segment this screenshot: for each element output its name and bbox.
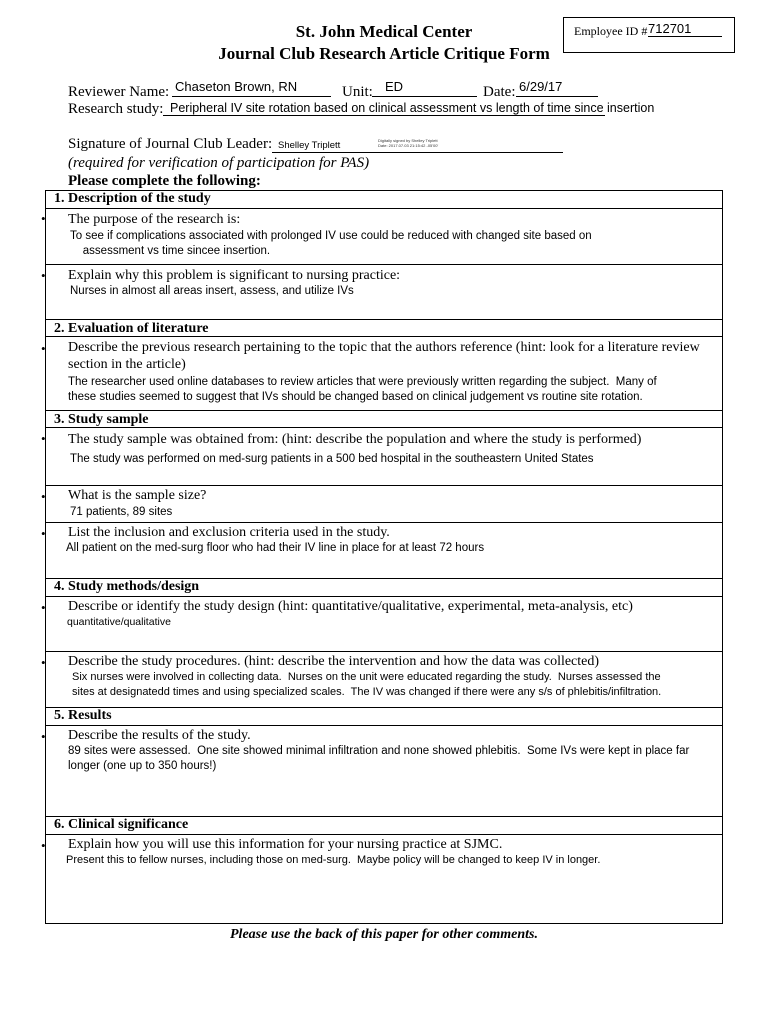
- signature-digital-note-1: Digitally signed by Shelley Triplett: [378, 138, 438, 143]
- section-1-question-1: The purpose of the research is:: [68, 212, 241, 227]
- section-5-title: 5. Results: [54, 708, 112, 723]
- divider: [46, 651, 722, 652]
- section-3-answer-2[interactable]: 71 patients, 89 sites: [70, 506, 173, 518]
- section-2-question-1: Describe the previous research pertaining to the topic that the authors reference (hint: look for a literature review section in the article): [68, 340, 700, 372]
- bullet-icon: •: [41, 600, 46, 615]
- section-1-answer-2[interactable]: Nurses in almost all areas insert, assess, and utilize IVs: [70, 285, 354, 297]
- reviewer-label: Reviewer Name:: [68, 84, 170, 100]
- bullet-icon: •: [41, 729, 46, 744]
- section-1-answer-1[interactable]: To see if complications associated with prolonged IV use could be reduced with changed site based on assessment vs time sincee insertion.: [70, 230, 592, 257]
- required-note: (required for verification of participation for PAS): [68, 155, 370, 171]
- section-5-answer-1[interactable]: 89 sites were assessed. One site showed minimal infiltration and none showed phlebitis. Some IVs were kept in place far longer (one up to 350 hours!): [68, 745, 690, 772]
- section-6-title: 6. Clinical significance: [54, 817, 189, 832]
- section-3-answer-3[interactable]: All patient on the med-surg floor who had their IV line in place for at least 72 hours: [66, 542, 485, 554]
- signature-label: Signature of Journal Club Leader:: [68, 136, 273, 152]
- section-4-question-1: Describe or identify the study design (hint: quantitative/qualitative, experimental, meta-analysis, etc): [68, 599, 633, 614]
- instructions: Please complete the following:: [68, 173, 261, 189]
- bullet-icon: •: [41, 211, 46, 226]
- bullet-icon: •: [41, 526, 46, 541]
- employee-id-field[interactable]: 712701: [648, 22, 722, 37]
- divider: [46, 707, 722, 708]
- divider: [46, 410, 722, 411]
- divider: [46, 485, 722, 486]
- section-6-question-1: Explain how you will use this information for your nursing practice at SJMC.: [68, 837, 503, 852]
- bullet-icon: •: [41, 268, 46, 283]
- section-5-question-1: Describe the results of the study.: [68, 728, 251, 743]
- signature-name: Shelley Triplett: [278, 140, 341, 151]
- bullet-icon: •: [41, 341, 46, 356]
- footer-note: Please use the back of this paper for other comments.: [230, 927, 538, 942]
- divider: [46, 522, 722, 523]
- study-label: Research study:: [68, 101, 164, 117]
- unit-label: Unit:: [342, 84, 373, 100]
- bullet-icon: •: [41, 655, 46, 670]
- section-3-title: 3. Study sample: [54, 412, 149, 427]
- section-4-title: 4. Study methods/design: [54, 579, 200, 594]
- bullet-icon: •: [41, 838, 46, 853]
- divider: [46, 834, 722, 835]
- org-name: St. John Medical Center: [295, 22, 473, 41]
- bullet-icon: •: [41, 489, 46, 504]
- reviewer-field[interactable]: Chaseton Brown, RN: [175, 79, 298, 94]
- employee-id-box: [563, 17, 735, 53]
- section-6-answer-1[interactable]: Present this to fellow nurses, including those on med-surg. Maybe policy will be changed to keep IV in longer.: [66, 854, 601, 866]
- section-4-answer-2[interactable]: Six nurses were involved in collecting data. Nurses on the unit were educated regarding the study. Nurses assessed the sites at designatedd times and using specialized scales. The IV was changed if there were any s/s of phlebitis/infiltration.: [72, 671, 662, 698]
- section-3-question-1: The study sample was obtained from: (hint: describe the population and where the study is performed): [68, 432, 642, 447]
- section-4-answer-1[interactable]: quantitative/qualitative: [67, 616, 171, 628]
- bullet-icon: •: [41, 431, 46, 446]
- section-4-question-2: Describe the study procedures. (hint: describe the intervention and how the data was collected): [68, 654, 600, 669]
- divider: [46, 208, 722, 209]
- section-1-title: 1. Description of the study: [54, 191, 211, 206]
- divider: [46, 264, 722, 265]
- section-3-question-2: What is the sample size?: [68, 488, 207, 503]
- section-1-question-2: Explain why this problem is significant to nursing practice:: [68, 268, 401, 283]
- section-3-answer-1[interactable]: The study was performed on med-surg patients in a 500 bed hospital in the southeastern United States: [70, 453, 594, 465]
- signature-digital-note-2: Date: 2017.07.03 21:15:42 -05'00': [378, 143, 439, 148]
- divider: [46, 596, 722, 597]
- date-field[interactable]: 6/29/17: [519, 79, 563, 94]
- divider: [46, 319, 722, 320]
- unit-field[interactable]: ED: [385, 79, 404, 94]
- employee-id-label: Employee ID #: [574, 24, 648, 38]
- divider: [46, 725, 722, 726]
- critique-form: [41, 190, 723, 924]
- section-2-title: 2. Evaluation of literature: [54, 321, 209, 336]
- date-label: Date:: [483, 84, 516, 100]
- form-title: Journal Club Research Article Critique Form: [218, 44, 550, 63]
- section-3-question-3: List the inclusion and exclusion criteria used in the study.: [68, 525, 390, 540]
- study-field[interactable]: Peripheral IV site rotation based on clinical assessment vs length of time since insertion: [170, 101, 655, 115]
- section-2-answer-1[interactable]: The researcher used online databases to review articles that were previously written regarding the subject. Many of these studies seemed to suggest that IVs should be changed based on clinical judgement vs routine site rotation.: [68, 376, 657, 403]
